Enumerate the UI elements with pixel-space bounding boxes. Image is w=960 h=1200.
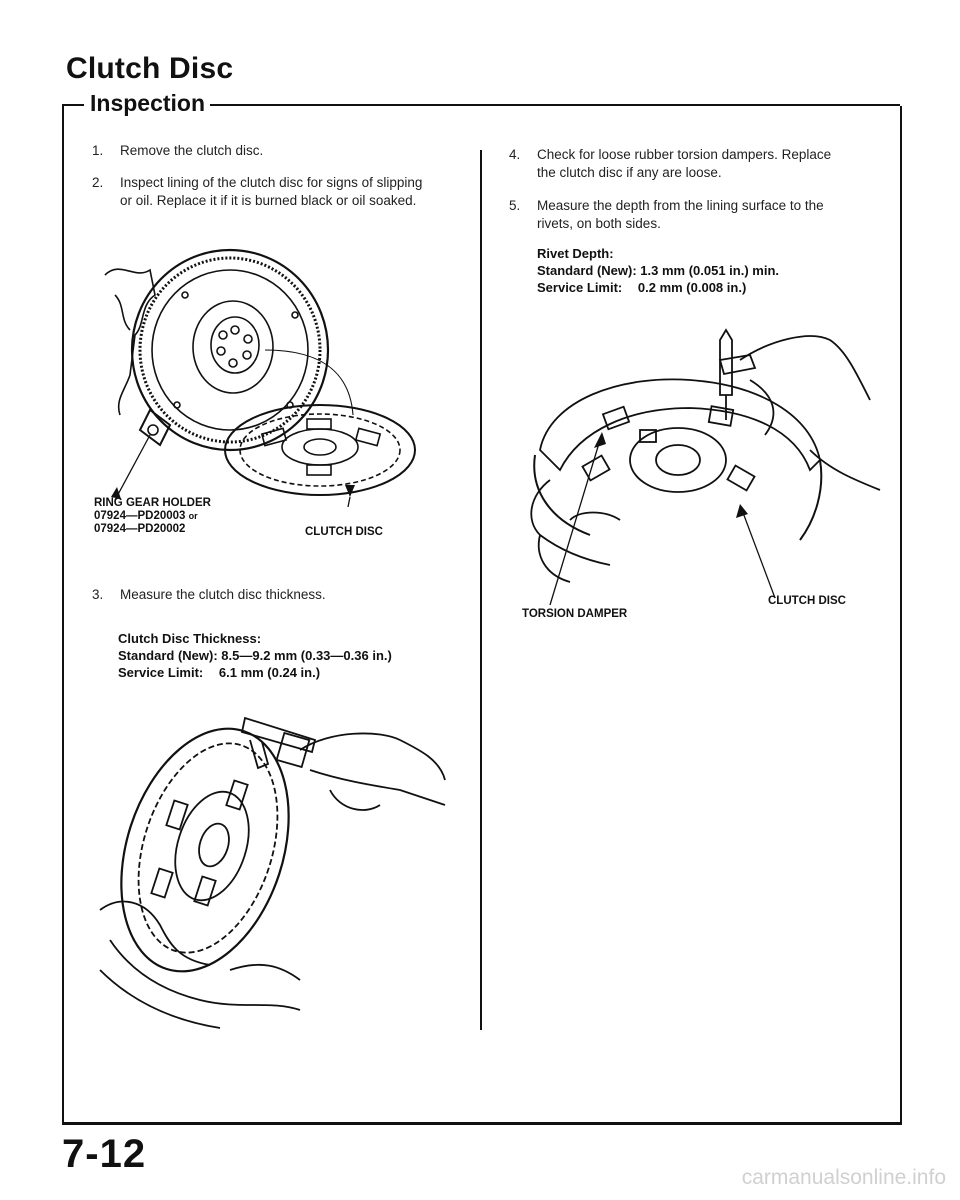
rivet-depth-spec: Rivet Depth: Standard (New): 1.3 mm (0.051 in.) min. Service Limit: 0.2 mm (0.008 in.) [537,246,780,295]
clutch-thickness-spec: Clutch Disc Thickness: Standard (New): 8.5—9.2 mm (0.33—0.36 in.) Service Limit: 6.1 mm (0.24 in.) [118,631,392,680]
section-heading: Inspection [90,90,206,116]
column-divider [480,150,482,1030]
step-2: 2. Inspect lining of the clutch disc for signs of slipping or oil. Replace it if it is burned black or oil soaked. [92,175,423,208]
ring-gear-holder-label: RING GEAR HOLDER 07924—PD20003 or 07924—PD20002 [94,497,211,535]
clutch-disc-label-1: CLUTCH DISC [305,526,383,538]
flywheel-figure [95,235,415,505]
frame-top-right-rule [210,104,900,106]
page-number: 7-12 [62,1132,147,1176]
step-1: 1. Remove the clutch disc. [92,143,264,158]
caliper-measurement-figure [100,710,460,1030]
step-5: 5. Measure the depth from the lining surface to the rivets, on both sides. [509,198,824,231]
frame-top-left-rule [62,104,84,106]
torsion-damper-label: TORSION DAMPER [522,608,628,620]
rivet-depth-figure [510,320,890,610]
clutch-disc-label-2: CLUTCH DISC [768,595,846,607]
step-3: 3. Measure the clutch disc thickness. [92,587,326,602]
page-title: Clutch Disc [66,52,234,85]
step-4: 4. Check for loose rubber torsion dampers. Replace the clutch disc if any are loose. [509,147,832,180]
watermark: carmanualsonline.info [741,1166,946,1189]
